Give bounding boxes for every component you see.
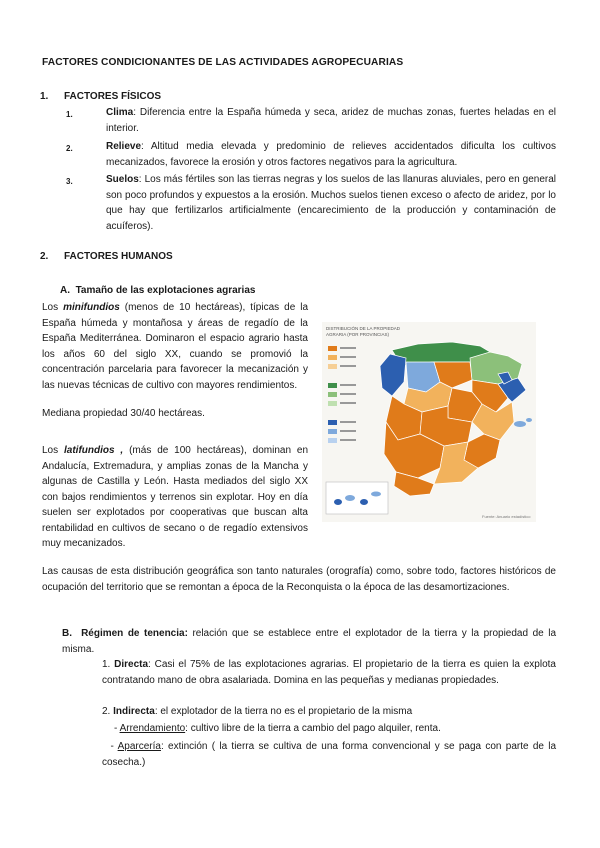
item-term: Clima [106,107,134,118]
paragraph-mediana: Mediana propiedad 30/40 hectáreas. [42,408,205,419]
term-directa: Directa [114,659,149,670]
subsection-title: Tamaño de las explotaciones agrarias [75,285,256,296]
item-number: 2. [66,144,73,153]
tenure-direct [102,657,556,688]
text: Los [42,445,64,456]
item-text: : Altitud media elevada y predominio de relieves accidentados dificulta los cultivos mecanizados, favorece la erosión y otros factores negativos para la agricultura. [106,141,556,168]
text: (más de 100 hectáreas), dominan en Andalucía, Extremadura, y amplias zonas de la Mancha y algunas de Castilla y León. Hasta mediados del siglo XX con bajos rendimientos y terrenos sin explotar. Hoy en día suelen ser explotados por cooperativas que buscan alta rentabilidad en cultivos de secano o de regadío extensivos muy mecanizados. [42,445,308,549]
section-number: 2. [40,251,49,262]
term-arrendamiento: Arrendamiento [119,723,186,734]
paragraph-latifundios [42,443,308,552]
list-item [66,105,556,136]
term-indirecta: Indirecta [113,706,155,717]
section-number: 1. [40,91,49,102]
section-heading-physical [40,91,161,102]
item-term: Relieve [106,141,142,152]
tenure-sharecropping [102,739,556,770]
term-minifundios: minifundios [63,302,120,313]
dash: - [110,741,118,752]
item-number: 1. [102,659,115,670]
item-text: : el explotador de la tierra no es el propietario de la misma [154,706,413,717]
property-distribution-map [322,322,536,522]
subsection-title: Régimen de tenencia: [81,628,188,639]
item-number: 1. [66,110,73,119]
text: Los [42,302,64,313]
item-text: : Diferencia entre la España húmeda y seca, aridez de muchas zonas, fuertes heladas en el interior. [106,107,556,134]
item-text: : Los más fértiles son las tierras negras y los suelos de las llanuras aluviales, pero en general son poco profundos y expuestos a la erosión. Muchos suelos tienen exceso o afecto de aridez, por lo que hay que fertilizarlos artificialmente (encarecimiento de la producción y contaminación de acuíferos). [106,174,556,232]
page-title: FACTORES CONDICIONANTES DE LAS ACTIVIDADES AGROPECUARIAS [42,57,404,68]
subsection-tenure [62,626,556,657]
list-item [66,172,556,234]
tenure-rent [114,721,556,737]
term-latifundios: latifundios , [64,445,124,456]
item-text: : extinción ( la tierra se cultiva de una forma convencional y se paga con parte de la cosecha.) [102,741,557,768]
subsection-heading-size [60,285,255,296]
term-aparceria: Aparcería [117,741,161,752]
paragraph-minifundios [42,300,308,393]
item-text: : cultivo libre de la tierra a cambio del pago alquiler, renta. [185,723,441,734]
section-heading-human [40,251,173,262]
subsection-label: A. [60,285,70,296]
item-number: 2. [102,706,114,717]
item-number: 3. [66,177,73,186]
item-term: Suelos [106,174,139,185]
map-title-line1: DISTRIBUCIÓN DE LA PROPIEDAD [326,326,401,331]
map-credit: Fuente: Anuario estadístico [482,514,531,519]
paragraph-causas: Las causas de esta distribución geográfica son tanto naturales (orografía) como, sobre todo, factores históricos de ocupación del territorio que se remontan a época de la Reconquista o la época de las desamortizaciones. [42,566,556,593]
spain-map-illustration [322,322,536,522]
text: (menos de 10 hectáreas), típicas de la España húmeda y montañosa y áreas de regadío de la España Mediterránea. Dominaron el espacio agrario hasta los años 60 del siglo XX, cuando se promovió la concentración parcelaria para favorecer la mecanización y las nuevas técnicas de cultivo con mayores rendimientos. [42,302,309,391]
tenure-indirect [102,704,556,720]
item-text: : Casi el 75% de las explotaciones agrarias. El propietario de la tierra es quien la explota contratando mano de obra asalariada. Domina en las pequeñas y medianas propiedades. [102,659,556,686]
map-title-line2: AGRARIA (POR PROVINCIAS) [326,332,390,337]
dash: - [114,723,120,734]
canary-islands-inset [326,482,388,514]
section-title: FACTORES HUMANOS [64,251,173,262]
subsection-intro: relación que se establece entre el explotador de la tierra y la propiedad de la misma. [62,628,557,655]
section-title: FACTORES FÍSICOS [64,91,162,102]
list-item [66,139,556,170]
subsection-label: B. [62,628,72,639]
